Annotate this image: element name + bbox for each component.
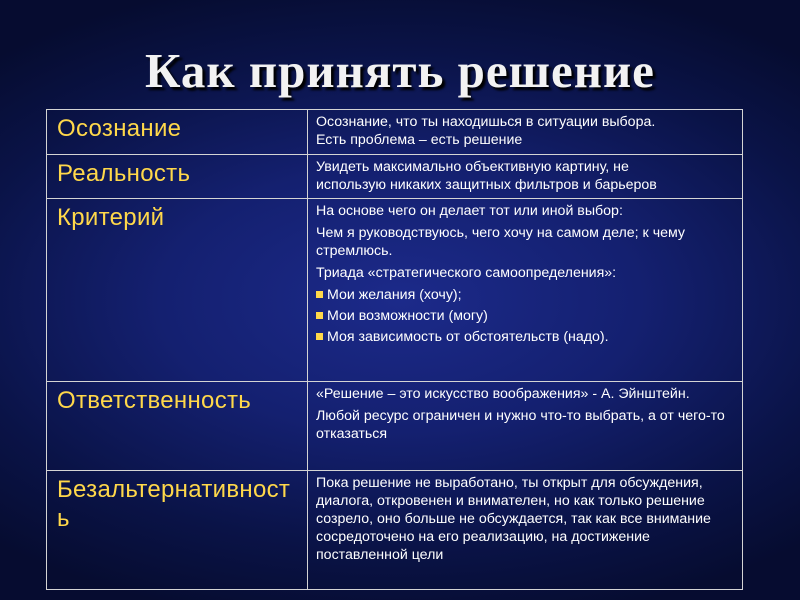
bullet-item: Мои возможности (могу) bbox=[316, 307, 734, 325]
description-cell bbox=[308, 382, 743, 471]
table-row bbox=[47, 382, 743, 471]
description-cell bbox=[308, 110, 743, 155]
description-cell bbox=[308, 155, 743, 199]
description-paragraph: «Решение – это искусство воображения» - А. Эйнштейн. bbox=[316, 386, 690, 402]
description-cell bbox=[308, 199, 743, 382]
description-paragraph: Чем я руководствуюсь, чего хочу на самом деле; к чему стремлюсь. bbox=[316, 225, 685, 259]
description-line: Осознание, что ты находишься в ситуации выбора. bbox=[316, 114, 656, 130]
decision-table bbox=[46, 109, 743, 590]
table-row bbox=[47, 471, 743, 590]
term-cell: Осознание bbox=[47, 110, 308, 155]
description-line: Увидеть максимально объективную картину, не bbox=[316, 159, 629, 175]
description-cell bbox=[308, 471, 743, 590]
table-row bbox=[47, 199, 743, 382]
description-line: использую никаких защитных фильтров и барьеров bbox=[316, 177, 657, 193]
term-cell: Безальтернативность bbox=[47, 471, 308, 590]
term-cell: Ответственность bbox=[47, 382, 308, 471]
table-row bbox=[47, 110, 743, 155]
table-row bbox=[47, 155, 743, 199]
term-cell: Реальность bbox=[47, 155, 308, 199]
slide-title: Как принять решение bbox=[145, 43, 655, 98]
bullet-item: Моя зависимость от обстоятельств (надо). bbox=[316, 328, 734, 346]
bullet-item: Мои желания (хочу); bbox=[316, 286, 734, 304]
description-paragraph: На основе чего он делает тот или иной выбор: bbox=[316, 203, 623, 219]
description-paragraph: Пока решение не выработано, ты открыт для обсуждения, диалога, откровенен и внимателен, но как только решение созрело, оно больше не обсуждается, так как все внимание сосредоточено на его реализацию, на достижение поставленной цели bbox=[316, 475, 711, 563]
description-paragraph: Любой ресурс ограничен и нужно что-то выбрать, а от чего-то отказаться bbox=[316, 408, 725, 442]
description-paragraph: Триада «стратегического самоопределения»: bbox=[316, 265, 617, 281]
term-cell: Критерий bbox=[47, 199, 308, 382]
description-line: Есть проблема – есть решение bbox=[316, 132, 523, 148]
